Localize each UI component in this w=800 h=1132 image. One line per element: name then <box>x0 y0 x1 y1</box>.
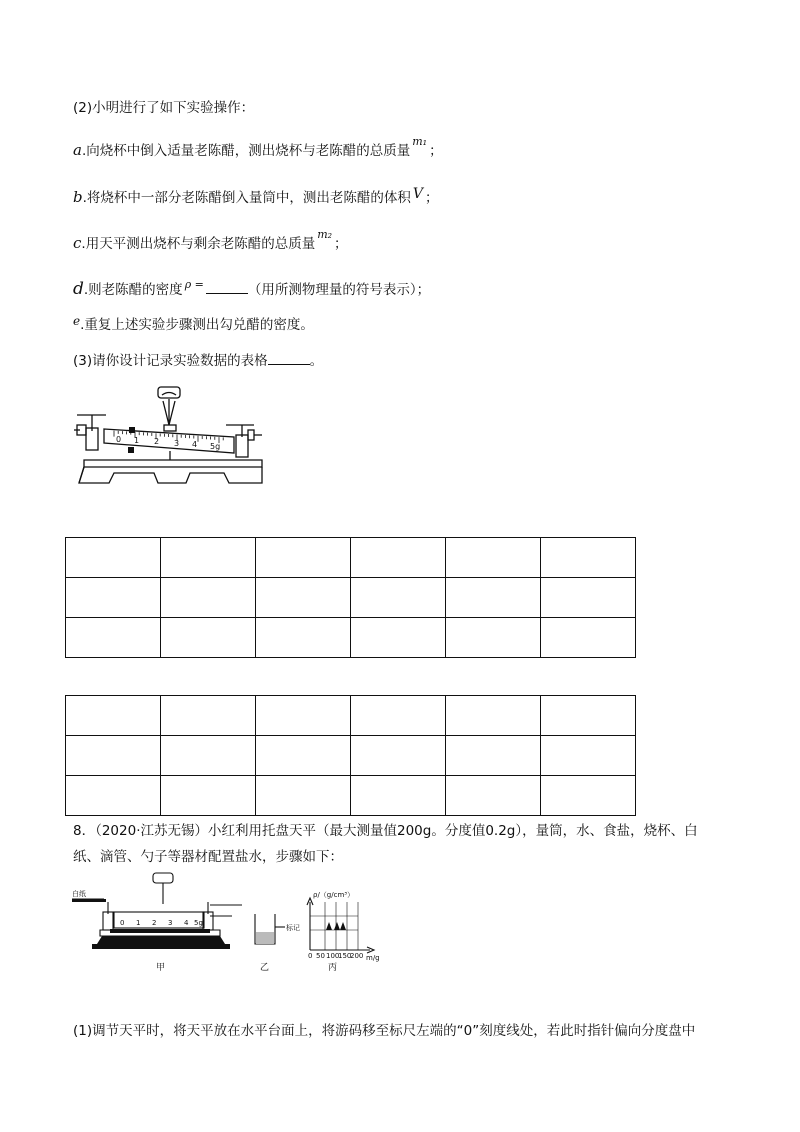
part3-question <box>73 352 323 370</box>
graph-xtick-200: 200 <box>350 952 364 960</box>
fig8-scale-4: 4 <box>184 919 189 927</box>
table2-cell[interactable] <box>66 776 161 816</box>
step-e-text: .重复上述实验步骤测出勾兑醋的密度。 <box>80 317 314 333</box>
table1-row <box>66 538 636 578</box>
caption-a: 甲 <box>156 963 166 973</box>
balance-base-dark <box>97 936 225 944</box>
step-b-end: ； <box>425 190 439 206</box>
step-a-end: ； <box>429 143 443 159</box>
table2-cell[interactable] <box>161 736 256 776</box>
step-c-end: ； <box>334 236 348 252</box>
q8-figure <box>70 872 400 977</box>
table2-row <box>66 736 636 776</box>
step-d-tail: （用所测物理量的符号表示）； <box>247 282 431 298</box>
table1-cell[interactable] <box>351 538 446 578</box>
fig8-scale-5g: 5g <box>194 919 203 927</box>
label-mark: 标记 <box>286 924 300 932</box>
table1-cell[interactable] <box>541 538 636 578</box>
symbol-m2: m₂ <box>317 228 333 241</box>
table2-cell[interactable] <box>66 696 161 736</box>
step-e <box>73 316 314 334</box>
table2-cell[interactable] <box>66 736 161 776</box>
data-table-1 <box>65 537 636 658</box>
symbol-v: V <box>412 186 424 202</box>
water-in-beaker <box>256 932 274 944</box>
caption-b: 乙 <box>260 963 270 973</box>
table1-cell[interactable] <box>66 538 161 578</box>
graph-xtick-50: 50 <box>316 952 325 960</box>
table1-cell[interactable] <box>541 578 636 618</box>
step-e-letter: e <box>73 314 81 328</box>
table1-cell[interactable] <box>66 578 161 618</box>
symbol-m1: m₁ <box>412 135 428 148</box>
step-d <box>73 280 430 300</box>
table1-cell[interactable] <box>446 578 541 618</box>
part3-text: (3)请你设计记录实验数据的表格 <box>73 353 268 369</box>
table2-cell[interactable] <box>256 696 351 736</box>
step-c-letter: c <box>73 234 82 252</box>
scale-label-1: 1 <box>134 436 140 445</box>
table2-cell[interactable] <box>541 736 636 776</box>
table2-row <box>66 776 636 816</box>
table1-cell[interactable] <box>256 618 351 658</box>
step-b-text: .将烧杯中一部分老陈醋倒入量筒中，测出老陈醋的体积 <box>82 190 411 206</box>
table2-cell[interactable] <box>541 696 636 736</box>
rider-marker-top <box>129 427 135 433</box>
table1-cell[interactable] <box>161 618 256 658</box>
table2-cell[interactable] <box>256 736 351 776</box>
fig8-scale-2: 2 <box>152 919 157 927</box>
step-d-text: .则老陈醋的密度 <box>83 282 183 298</box>
table2-cell[interactable] <box>351 776 446 816</box>
part2-intro: (2)小明进行了如下实验操作： <box>73 100 255 116</box>
table1-cell[interactable] <box>351 618 446 658</box>
q8-line-1: 8．（2020·江苏无锡）小红利用托盘天平（最大测量值200g。分度值0.2g），量筒，水、食盐，烧杯、白 <box>73 823 698 839</box>
table1-cell[interactable] <box>161 578 256 618</box>
fig8-scale-0: 0 <box>120 919 125 927</box>
table1-row <box>66 618 636 658</box>
caption-c: 丙 <box>328 963 338 973</box>
q8-part1: (1)调节天平时，将天平放在水平台面上，将游码移至标尺左端的“0”刻度线处，若此时指针偏向分度盘中 <box>73 1023 696 1039</box>
graph-y-label: ρ/（g/cm³） <box>313 891 355 899</box>
rider-marker-bottom <box>128 447 134 453</box>
table2-row <box>66 696 636 736</box>
table1-row <box>66 578 636 618</box>
scale-label-3: 3 <box>174 439 180 448</box>
fig8-scale-1: 1 <box>136 919 141 927</box>
table2-cell[interactable] <box>351 736 446 776</box>
table2-cell[interactable] <box>446 776 541 816</box>
scale-label-2: 2 <box>154 437 160 446</box>
scale-label-0: 0 <box>116 435 122 444</box>
q8-line-2: 纸、滴管、勺子等器材配置盐水，步骤如下： <box>73 849 343 865</box>
table2-cell[interactable] <box>351 696 446 736</box>
graph-xtick-150: 150 <box>338 952 352 960</box>
step-a <box>73 135 443 161</box>
table1-cell[interactable] <box>256 538 351 578</box>
fig8-scale-3: 3 <box>168 919 173 927</box>
table2-cell[interactable] <box>446 736 541 776</box>
symbol-rho: ρ = <box>184 278 204 291</box>
answer-blank-density[interactable] <box>206 281 248 294</box>
data-table-2 <box>65 695 636 816</box>
table2-cell[interactable] <box>256 776 351 816</box>
balance-figure <box>74 385 274 485</box>
graph-x-label: m/g <box>366 954 380 962</box>
table1-cell[interactable] <box>541 618 636 658</box>
step-a-text: .向烧杯中倒入适量老陈醋，测出烧杯与老陈醋的总质量 <box>81 143 411 159</box>
table1-cell[interactable] <box>66 618 161 658</box>
table1-cell[interactable] <box>256 578 351 618</box>
table2-cell[interactable] <box>161 776 256 816</box>
part3-end: 。 <box>309 353 324 369</box>
scale-label-4: 4 <box>192 440 198 449</box>
graph-xtick-0: 0 <box>308 952 313 960</box>
table2-cell[interactable] <box>161 696 256 736</box>
step-d-letter: d <box>73 279 84 299</box>
table2-cell[interactable] <box>541 776 636 816</box>
step-c <box>73 228 348 254</box>
step-c-text: .用天平测出烧杯与剩余老陈醋的总质量 <box>81 236 316 252</box>
table1-cell[interactable] <box>446 538 541 578</box>
scale-label-5g: 5g <box>210 442 221 451</box>
label-white-paper: 白纸 <box>72 890 86 898</box>
step-b-letter: b <box>73 188 83 206</box>
table1-cell[interactable] <box>446 618 541 658</box>
step-a-letter: a <box>73 141 82 159</box>
table1-cell[interactable] <box>161 538 256 578</box>
step-b <box>73 188 439 207</box>
answer-blank-table[interactable] <box>268 352 310 365</box>
table2-cell[interactable] <box>446 696 541 736</box>
graph-xtick-100: 100 <box>326 952 340 960</box>
table1-cell[interactable] <box>351 578 446 618</box>
